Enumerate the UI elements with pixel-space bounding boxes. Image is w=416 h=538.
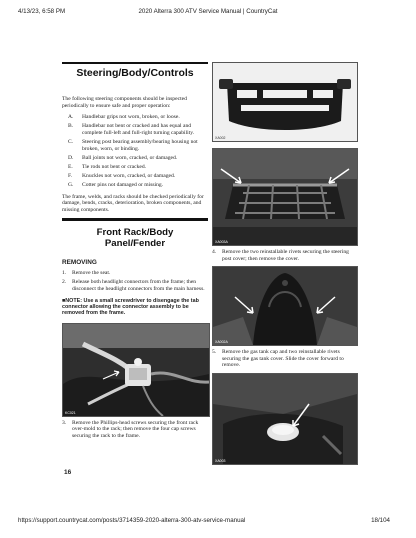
step-5: 5. Remove the gas tank cap and two reinstallable rivets securing the gas tank cover. Slide the cover forward to remove.	[212, 349, 344, 369]
rack-photo	[212, 62, 358, 142]
connector-photo	[62, 323, 210, 417]
connector-image	[63, 324, 209, 416]
browser-footer	[0, 517, 416, 529]
removing-subheading: REMOVING	[62, 259, 97, 267]
step-3: 3. Remove the Phillips-head screws securing the front rack over-mold to the rack; then remove the four cap screws securing the rack to the frame.	[62, 419, 199, 439]
steering-cover-image	[213, 267, 357, 345]
list-item: 2. Release both headlight connectors from the frame; then disconnect the headlight connectors from the main harness.	[62, 279, 205, 292]
page-count: 18/104	[371, 517, 390, 524]
step-4: 4. Remove the two reinstallable rivets securing the steering post cover; then remove the cover.	[212, 249, 349, 262]
note-text: ■NOTE: Use a small screwdriver to disengage the tab connector allowing the connector assembly to be removed from the frame.	[62, 297, 199, 317]
front-rack-photo	[212, 148, 358, 246]
list-item: E. Tie rods not bent or cracked.	[68, 163, 147, 170]
frame-paragraph: The frame, welds, and racks should be checked periodically for damage, bends, cracks, deterioration, broken components, and missing components.	[62, 193, 204, 213]
right-column	[212, 62, 356, 465]
left-column	[62, 62, 208, 444]
list-item: F. Knuckles not worn, cracked, or damaged.	[68, 172, 176, 179]
photo-caption-code: XA003A	[215, 240, 228, 244]
steps-list	[62, 270, 208, 292]
steering-cover-photo	[212, 266, 358, 346]
intro-paragraph: The following steering components should be inspected periodically to ensure safe and proper operation:	[62, 96, 187, 109]
inspection-list	[62, 114, 208, 188]
rack-image	[213, 63, 357, 141]
list-item: D. Ball joints not worn, cracked, or damaged.	[68, 154, 178, 161]
photo-caption-code: XA002A	[215, 340, 228, 345]
section-heading-front-rack: Front Rack/Body Panel/Fender	[62, 218, 208, 249]
list-item: C. Steering post bearing assembly/bearing housing not broken, worn, or binding.	[68, 138, 198, 152]
print-datetime: 4/13/23, 6:58 PM	[18, 8, 66, 15]
list-item: B. Handlebar not bent or cracked and has equal and complete full-left and full-right turning capability.	[68, 123, 195, 136]
section-heading-steering: Steering/Body/Controls	[62, 62, 208, 82]
photo-caption-code: XA002	[215, 136, 226, 140]
gas-tank-photo	[212, 373, 358, 465]
page-number: 16	[64, 469, 72, 476]
front-rack-image	[213, 149, 357, 245]
browser-header	[0, 8, 416, 20]
gas-tank-image	[213, 374, 357, 464]
page-title: 2020 Alterra 300 ATV Service Manual | CountryCat	[138, 8, 278, 15]
list-item: A. Handlebar grips not worn, broken, or loose.	[68, 114, 180, 121]
list-item: 1. Remove the seat.	[62, 270, 111, 277]
page-url[interactable]: https://support.countrycat.com/posts/3714359-2020-alterra-300-atv-service-manual	[18, 517, 246, 524]
photo-caption-code: XA003	[215, 458, 226, 463]
list-item: G. Cotter pins not damaged or missing.	[68, 181, 164, 188]
photo-caption-code: KC021	[65, 410, 76, 415]
